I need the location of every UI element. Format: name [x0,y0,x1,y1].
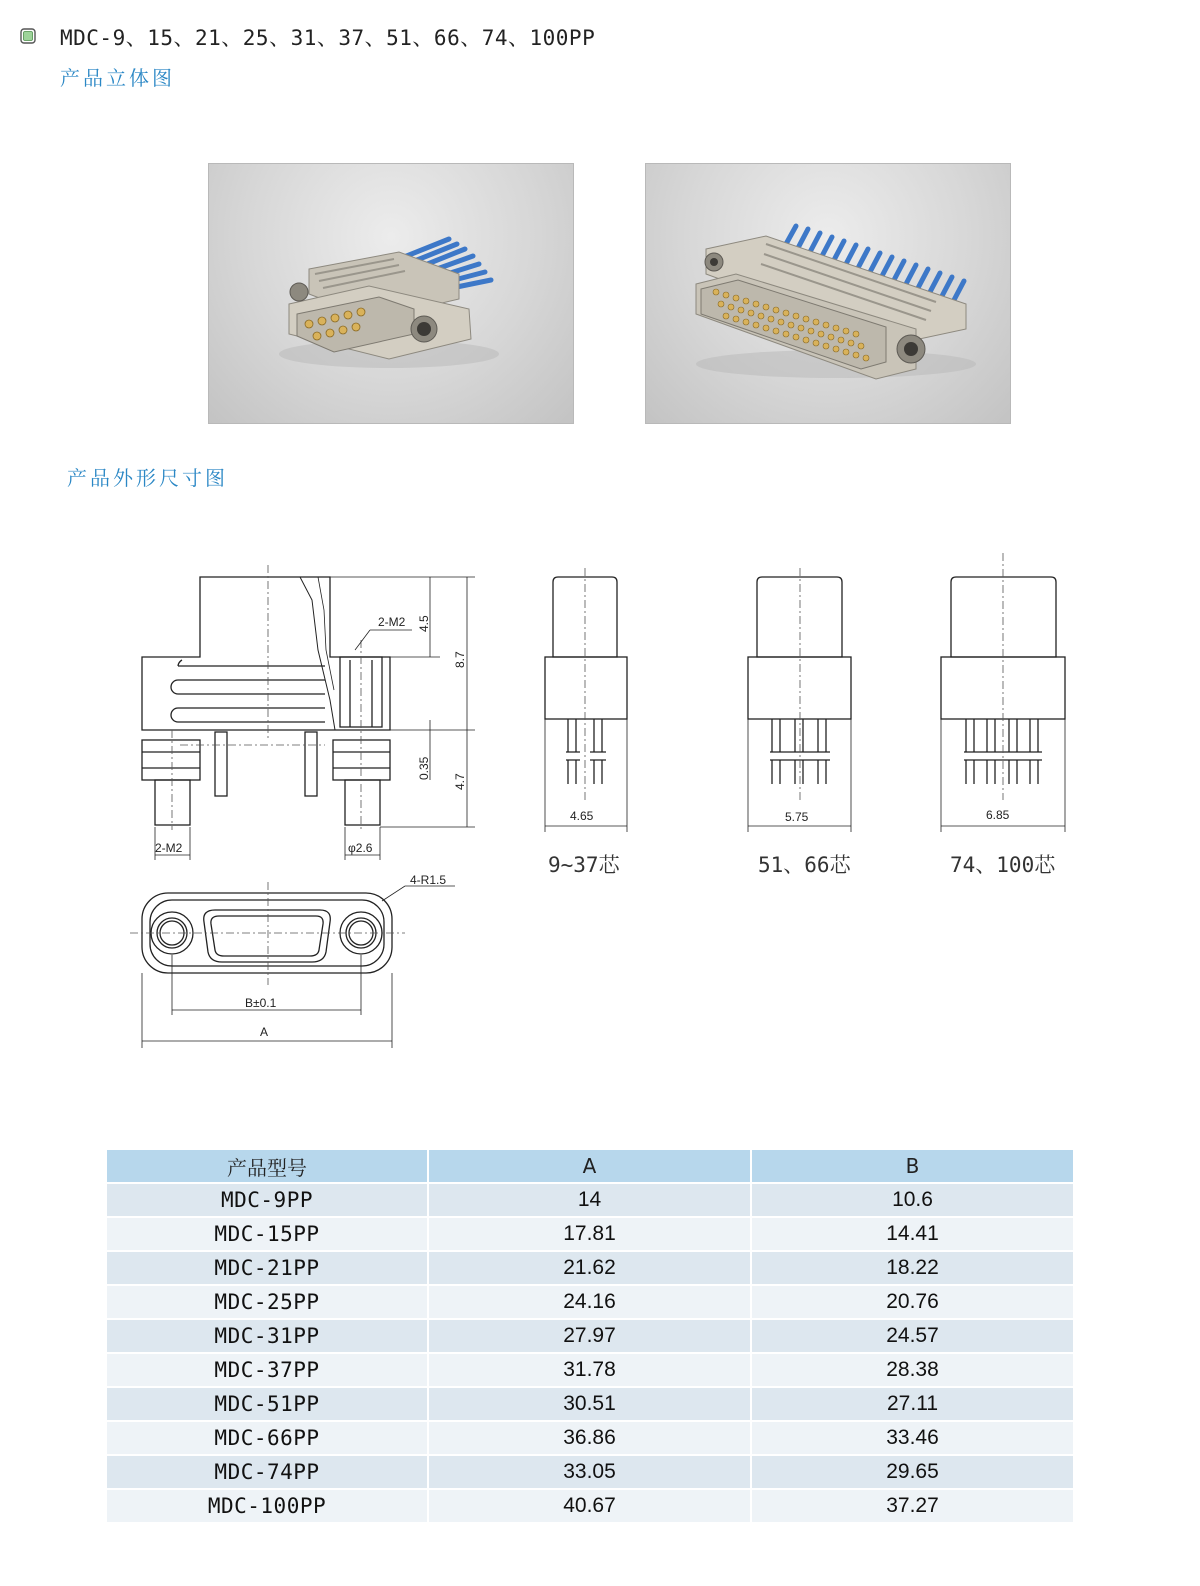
caption-9-37: 9~37芯 [548,853,620,877]
label-a: A [260,1025,269,1039]
cell-a: 14 [429,1184,752,1218]
cell-model: MDC-21PP [107,1252,429,1286]
header-b: B [752,1150,1075,1184]
cell-b: 33.46 [752,1422,1075,1456]
cell-a: 17.81 [429,1218,752,1252]
page-title: MDC-9、15、21、25、31、37、51、66、74、100PP [60,26,596,50]
cell-model: MDC-66PP [107,1422,429,1456]
side-view-body [142,577,390,730]
table-row [107,1490,1075,1524]
cell-a: 31.78 [429,1354,752,1388]
front-view-9-37 [545,577,627,784]
cell-a: 27.97 [429,1320,752,1354]
label-width-9-37: 4.65 [570,809,594,823]
table-row [107,1252,1075,1286]
section-title-dimensions: 产品外形尺寸图 [67,466,228,490]
cell-a: 33.05 [429,1456,752,1490]
spec-table [107,1150,1075,1524]
side-view-nut-right [333,740,390,780]
label-phi-2-6: φ2.6 [348,841,373,855]
cell-model: MDC-74PP [107,1456,429,1490]
cell-b: 27.11 [752,1388,1075,1422]
header-a: A [429,1150,752,1184]
table-row [107,1286,1075,1320]
label-2-m2-top: 2-M2 [378,615,406,629]
product-photo-51pin [645,163,1011,424]
cell-model: MDC-100PP [107,1490,429,1524]
label-width-74-100: 6.85 [986,808,1010,822]
cell-b: 20.76 [752,1286,1075,1320]
header-model: 产品型号 [107,1150,429,1184]
caption-74-100: 74、100芯 [950,853,1056,877]
table-row [107,1184,1075,1218]
label-0-35: 0.35 [417,756,431,780]
label-width-51-66: 5.75 [785,810,809,824]
caption-51-66: 51、66芯 [758,853,851,877]
cell-b: 29.65 [752,1456,1075,1490]
label-b: B±0.1 [245,996,277,1010]
dimension-drawing [0,540,1200,1060]
table-row [107,1354,1075,1388]
table-row [107,1456,1075,1490]
label-4-5: 4.5 [417,615,431,632]
square-bullet-icon [20,28,36,44]
cell-b: 37.27 [752,1490,1075,1524]
front-view-51-66 [748,577,851,784]
label-4-7: 4.7 [453,773,467,790]
cell-a: 40.67 [429,1490,752,1524]
cell-model: MDC-31PP [107,1320,429,1354]
cell-model: MDC-25PP [107,1286,429,1320]
table-row [107,1218,1075,1252]
cell-model: MDC-37PP [107,1354,429,1388]
product-photo-9pin [208,163,574,424]
cell-b: 10.6 [752,1184,1075,1218]
cell-a: 24.16 [429,1286,752,1320]
side-view-nut-left [142,740,200,780]
cell-b: 18.22 [752,1252,1075,1286]
cell-b: 28.38 [752,1354,1075,1388]
cell-model: MDC-51PP [107,1388,429,1422]
table-row [107,1422,1075,1456]
cell-b: 24.57 [752,1320,1075,1354]
section-title-photos: 产品立体图 [60,66,175,90]
table-row [107,1388,1075,1422]
label-8-7: 8.7 [453,651,467,668]
label-4-r1-5: 4-R1.5 [410,873,447,887]
cell-a: 21.62 [429,1252,752,1286]
cell-b: 14.41 [752,1218,1075,1252]
cell-model: MDC-9PP [107,1184,429,1218]
label-2-m2-bottom: 2-M2 [155,841,183,855]
table-row [107,1320,1075,1354]
cell-a: 30.51 [429,1388,752,1422]
table-header-row [107,1150,1075,1184]
cell-a: 36.86 [429,1422,752,1456]
cell-model: MDC-15PP [107,1218,429,1252]
